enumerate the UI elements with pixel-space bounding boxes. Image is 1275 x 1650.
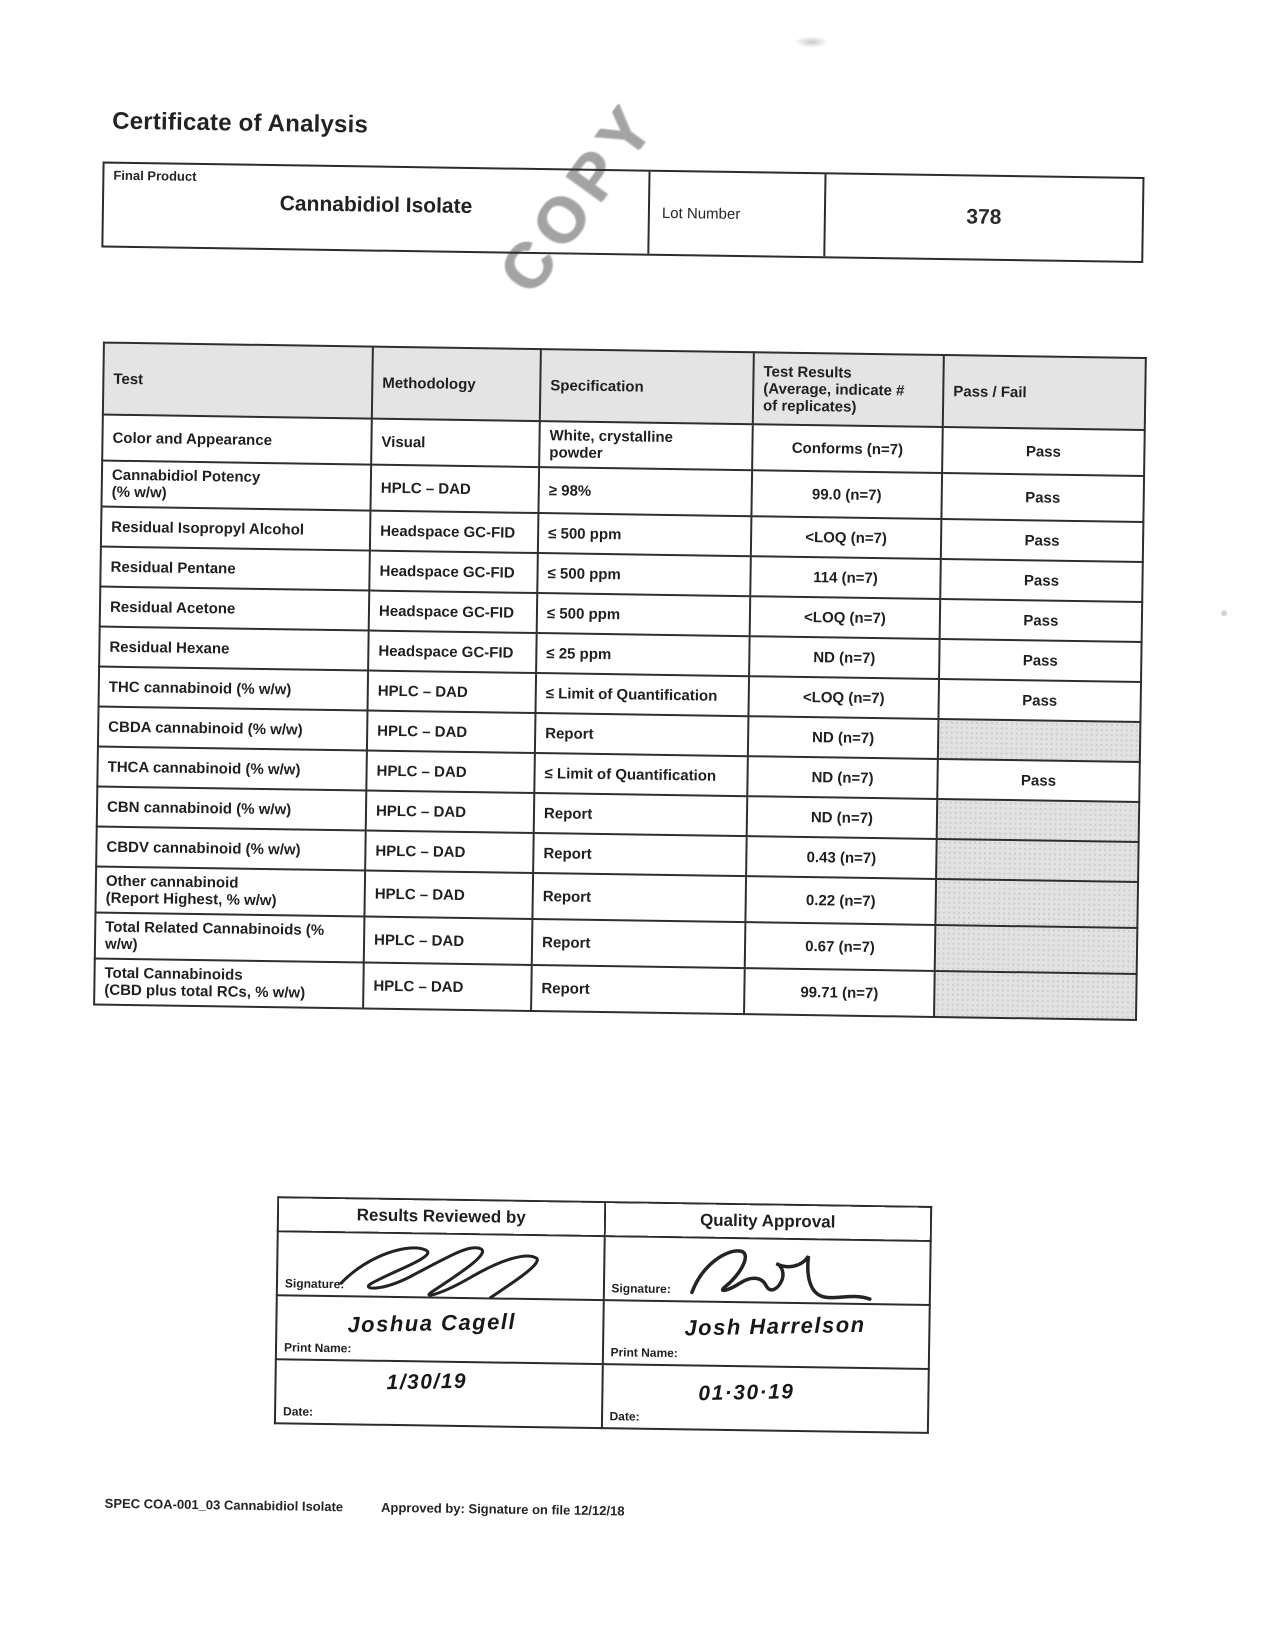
test-cell: Cannabidiol Potency (% w/w) [101, 461, 371, 511]
approver-date-cell [601, 1364, 928, 1433]
specification-cell: ≤ Limit of Quantification [534, 753, 748, 796]
final-product-label: Final Product [113, 167, 197, 184]
approver-signature-cell [603, 1236, 930, 1305]
methodology-cell: Visual [371, 419, 540, 467]
methodology-cell: Headspace GC-FID [370, 511, 539, 553]
methodology-cell: HPLC – DAD [367, 671, 536, 713]
pass-fail-cell [937, 799, 1140, 842]
results-table [93, 342, 1147, 1021]
print-name-row [276, 1295, 930, 1369]
approver-signature-scribble [679, 1240, 890, 1305]
spec-id-text: SPEC COA-001_03 Cannabidiol Isolate [104, 1495, 344, 1515]
methodology-cell: HPLC – DAD [367, 711, 536, 753]
result-cell: ND (n=7) [747, 756, 938, 799]
pass-fail-cell [938, 719, 1141, 762]
pass-fail-cell [934, 971, 1137, 1020]
reviewer-print-name: Joshua Cagell [347, 1308, 517, 1338]
copy-watermark-stamp: COPY [485, 87, 671, 306]
result-cell: 99.0 (n=7) [751, 470, 942, 519]
reviewer-signature-cell [277, 1231, 604, 1300]
pass-fail-cell [935, 879, 1138, 928]
pass-fail-cell [935, 925, 1138, 974]
test-cell: Residual Hexane [99, 627, 369, 671]
result-cell: 114 (n=7) [750, 556, 941, 599]
specification-cell: ≥ 98% [538, 467, 752, 516]
result-cell: ND (n=7) [748, 716, 939, 759]
methodology-cell: HPLC – DAD [366, 751, 535, 793]
product-name: Cannabidiol Isolate [279, 192, 473, 219]
approver-print-name-cell [602, 1300, 929, 1369]
pass-fail-cell: Pass [942, 427, 1145, 476]
pass-fail-cell: Pass [941, 519, 1144, 562]
result-cell: Conforms (n=7) [752, 424, 943, 473]
test-cell: Residual Pentane [100, 547, 370, 591]
specification-cell: Report [534, 793, 748, 836]
result-cell: <LOQ (n=7) [751, 516, 942, 559]
specification-cell: Report [531, 965, 745, 1014]
test-cell: THC cannabinoid (% w/w) [99, 667, 369, 711]
pass-fail-cell: Pass [939, 639, 1142, 682]
pass-fail-cell: Pass [941, 473, 1144, 522]
quality-approval-header: Quality Approval [604, 1202, 931, 1241]
pass-fail-cell [936, 839, 1139, 882]
result-cell: 0.67 (n=7) [745, 922, 936, 971]
result-cell: ND (n=7) [749, 636, 940, 679]
test-cell: THCA cannabinoid (% w/w) [97, 747, 367, 791]
scan-speck [1221, 610, 1227, 616]
methodology-cell: Headspace GC-FID [369, 551, 538, 593]
methodology-cell: HPLC – DAD [364, 917, 533, 965]
methodology-cell: HPLC – DAD [364, 871, 533, 919]
col-header-specification: Specification [540, 349, 754, 424]
scan-smudge [794, 36, 828, 49]
signature-label: Signature: [284, 1276, 345, 1292]
date-label: Date: [282, 1404, 314, 1419]
col-header-test-results: Test Results (Average, indicate # of replicates) [753, 352, 944, 427]
reviewer-signature-scribble [333, 1235, 564, 1300]
result-cell: 0.43 (n=7) [746, 836, 937, 879]
col-header-test: Test [103, 343, 373, 419]
methodology-cell: Headspace GC-FID [369, 591, 538, 633]
print-name-label: Print Name: [610, 1345, 678, 1361]
page-title: Certificate of Analysis [112, 107, 369, 139]
test-cell: Residual Acetone [100, 587, 370, 631]
product-cell [103, 164, 650, 254]
methodology-cell: HPLC – DAD [370, 465, 539, 513]
approver-print-name: Josh Harrelson [683, 1311, 866, 1341]
reviewer-print-name-cell [276, 1295, 603, 1364]
print-name-label: Print Name: [283, 1340, 352, 1356]
result-cell: ND (n=7) [747, 796, 938, 839]
signature-row [277, 1231, 931, 1305]
final-product-box [101, 162, 1144, 263]
reviewer-date-cell [275, 1359, 602, 1428]
results-reviewed-by-header: Results Reviewed by [278, 1197, 605, 1236]
result-cell: 99.71 (n=7) [744, 968, 935, 1017]
methodology-cell: Headspace GC-FID [368, 631, 537, 673]
specification-cell: Report [532, 873, 746, 922]
pass-fail-cell: Pass [938, 679, 1141, 722]
methodology-cell: HPLC – DAD [366, 791, 535, 833]
specification-cell: ≤ Limit of Quantification [535, 673, 749, 716]
specification-cell: ≤ 500 ppm [538, 513, 752, 556]
test-cell: Total Related Cannabinoids (% w/w) [95, 913, 365, 963]
signature-label: Signature: [611, 1281, 671, 1297]
methodology-cell: HPLC – DAD [363, 963, 532, 1011]
pass-fail-cell: Pass [937, 759, 1140, 802]
test-cell: Residual Isopropyl Alcohol [101, 507, 371, 551]
pass-fail-cell: Pass [940, 559, 1143, 602]
lot-number-label: Lot Number [649, 172, 826, 257]
result-cell: <LOQ (n=7) [748, 676, 939, 719]
date-row [275, 1359, 929, 1433]
test-cell: CBDA cannabinoid (% w/w) [98, 707, 368, 751]
approver-date: 01·30·19 [697, 1380, 795, 1406]
test-cell: CBN cannabinoid (% w/w) [97, 787, 367, 831]
col-header-methodology: Methodology [372, 347, 541, 421]
test-cell: Total Cannabinoids (CBD plus total RCs, % w/w) [94, 959, 364, 1009]
test-cell: CBDV cannabinoid (% w/w) [96, 827, 366, 871]
date-label: Date: [609, 1409, 640, 1424]
signoff-table [274, 1196, 932, 1434]
reviewer-date: 1/30/19 [386, 1369, 468, 1395]
specification-cell: Report [532, 919, 746, 968]
specification-cell: White, crystalline powder [539, 421, 753, 470]
result-cell: <LOQ (n=7) [750, 596, 941, 639]
col-header-pass-fail: Pass / Fail [943, 355, 1146, 430]
lot-number-value: 378 [966, 205, 1002, 229]
document-footer [105, 1496, 625, 1519]
result-cell: 0.22 (n=7) [745, 876, 936, 925]
test-cell: Color and Appearance [102, 415, 372, 465]
test-cell: Other cannabinoid (Report Highest, % w/w) [95, 867, 365, 917]
specification-cell: Report [535, 713, 749, 756]
pass-fail-cell: Pass [940, 599, 1143, 642]
specification-cell: ≤ 500 ppm [537, 593, 751, 636]
approved-by-text: Approved by: Signature on file 12/12/18 [380, 1499, 625, 1519]
specification-cell: Report [533, 833, 747, 876]
specification-cell: ≤ 500 ppm [537, 553, 751, 596]
specification-cell: ≤ 25 ppm [536, 633, 750, 676]
methodology-cell: HPLC – DAD [365, 831, 534, 873]
